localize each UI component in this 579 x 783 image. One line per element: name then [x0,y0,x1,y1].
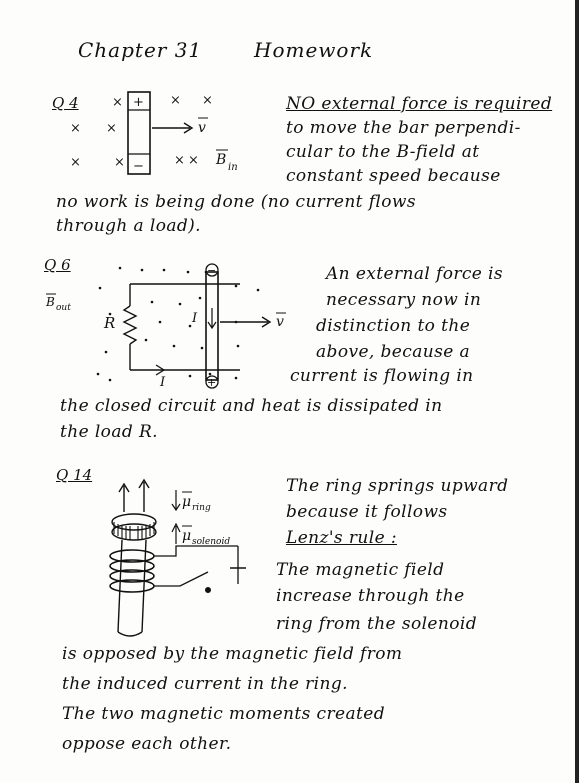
q6-text-line-4: above, because a [316,342,470,362]
field-cross-mark: × [70,155,81,170]
q14-text-line-9: The two magnetic moments created [62,704,385,724]
q14-text-line-7: is opposed by the magnetic field from [62,644,403,664]
resistor-label: R [104,314,116,332]
field-cross-mark: × [170,93,181,108]
solenoid-coil [110,550,154,592]
q6-text-line-5: current is flowing in [290,366,474,386]
bar-minus-terminal: − [207,264,217,277]
current-label-bottom: I [160,375,166,390]
b-out-label: B [46,295,55,309]
q6-text-line-1: An external force is [326,264,504,284]
chapter-heading: Chapter 31 [78,38,203,62]
q4-bar-in-field-figure [62,88,262,178]
q14-text-line-10: oppose each other. [62,734,232,754]
q4-text-line-5: no work is being done (no current flows [56,192,416,212]
q4-text-line-1 [286,94,552,114]
velocity-label: v [276,314,284,330]
resistor-symbol [124,306,136,344]
bar-plus-terminal: + [207,376,217,389]
q6-text-line-3: distinction to the [316,316,471,336]
field-cross-mark: × [114,155,125,170]
q14-text-line-3-content: Lenz's rule : [286,528,397,548]
q4-text-line-2: to move the bar perpendi- [286,118,521,138]
scan-page-edge [575,0,579,783]
b-field-label: B [216,152,227,168]
q6-circuit-figure [40,262,320,392]
q6-text-line-7: the load R. [60,422,158,442]
field-cross-mark: × [174,153,185,168]
q4-text-line-1-content: NO external force is required [286,94,553,114]
q14-text-line-3 [286,528,397,548]
current-label-bar: I [192,311,198,326]
question-label-q6: Q 6 [44,256,71,274]
q4-text-line-6: through a load). [56,216,201,236]
q6-text-line-2: necessary now in [326,290,482,310]
question-label-q14: Q 14 [56,466,93,484]
bar-minus-sign: − [133,159,144,174]
q6-text-line-6: the closed circuit and heat is dissipated in [60,396,443,416]
field-cross-mark: × [70,121,81,136]
q14-text-line-1: The ring springs upward [286,476,509,496]
mu-ring-label: μ [182,494,192,510]
field-cross-mark: × [106,121,117,136]
bar-plus-sign: + [133,95,144,110]
field-cross-mark: × [112,95,123,110]
question-label-q4: Q 4 [52,94,79,112]
field-cross-mark: × [188,153,199,168]
b-field-subscript: in [228,162,238,173]
q14-text-line-4: The magnetic field [276,560,445,580]
mu-solenoid-label: μ [182,528,192,544]
b-out-subscript: out [56,303,71,313]
q4-text-line-3: cular to the B-field at [286,142,480,162]
mu-solenoid-subscript: solenoid [192,537,231,547]
field-cross-mark: × [202,93,213,108]
q14-text-line-6: ring from the solenoid [276,614,477,634]
q14-ring-solenoid-figure [96,472,276,642]
q14-text-line-5: increase through the [276,586,465,606]
homework-heading: Homework [254,38,374,62]
mu-ring-subscript: ring [192,503,211,513]
iron-core [118,540,122,632]
q4-text-line-4: constant speed because [286,166,501,186]
ring [112,514,156,530]
q14-text-line-8: the induced current in the ring. [62,674,348,694]
q14-text-line-2: because it follows [286,502,448,522]
velocity-label: v [198,120,206,136]
